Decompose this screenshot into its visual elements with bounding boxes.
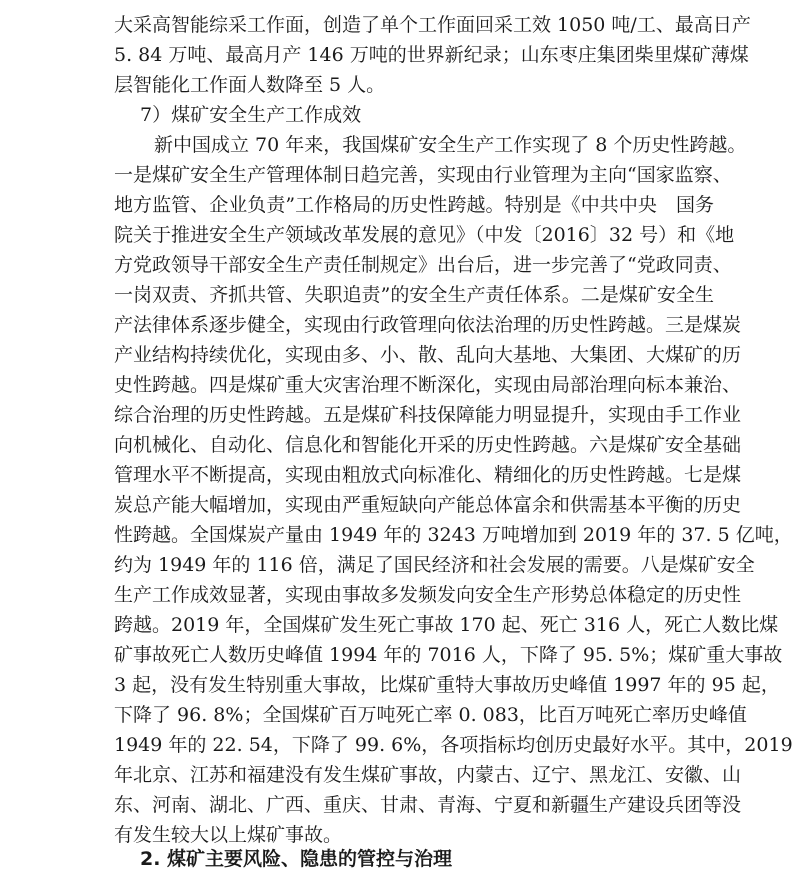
paragraph-line: 方党政领导干部安全生产责任制规定》出台后，进一步完善了“党政同责、 (114, 254, 732, 276)
paragraph-line: 跨越。2019 年，全国煤矿发生死亡事故 170 起、死亡 316 人，死亡人数比煤 (114, 614, 779, 636)
paragraph-line: 向机械化、自动化、信息化和智能化开采的历史性跨越。六是煤矿安全基础 (114, 434, 742, 456)
paragraph-line: 年北京、江苏和福建没有发生煤矿事故，内蒙古、辽宁、黑龙江、安徽、山 (114, 764, 742, 786)
paragraph-line: 东、河南、湖北、广西、重庆、甘肃、青海、宁夏和新疆生产建设兵团等没 (114, 794, 742, 816)
paragraph-line: 1949 年的 22. 54，下降了 99. 6%，各项指标均创历史最好水平。其中，2019 (114, 734, 793, 756)
paragraph-line: 管理水平不断提高，实现由粗放式向标准化、精细化的历史性跨越。七是煤 (114, 464, 742, 486)
paragraph-line: 下降了 96. 8%；全国煤矿百万吨死亡率 0. 083，比百万吨死亡率历史峰值 (114, 704, 747, 726)
paragraph-line: 综合治理的历史性跨越。五是煤矿科技保障能力明显提升，实现由手工作业 (114, 404, 742, 426)
paragraph-line: 性跨越。全国煤炭产量由 1949 年的 3243 万吨增加到 2019 年的 37. 5 亿吨， (114, 524, 793, 546)
paragraph-line: 地方监管、企业负责”工作格局的历史性跨越。特别是《中共中央 国务 (114, 194, 714, 216)
paragraph-line: 生产工作成效显著，实现由事故多发频发向安全生产形势总体稳定的历史性 (114, 584, 742, 606)
paragraph-line: 层智能化工作面人数降至 5 人。 (114, 74, 386, 96)
paragraph-line: 大采高智能综采工作面，创造了单个工作面回采工效 1050 吨/工、最高日产 (114, 14, 751, 36)
paragraph-line: 产法律体系逐步健全，实现由行政管理向依法治理的历史性跨越。三是煤炭 (114, 314, 742, 336)
subsection-heading: 2. 煤矿主要风险、隐患的管控与治理 (140, 848, 453, 870)
paragraph-line: 史性跨越。四是煤矿重大灾害治理不断深化，实现由局部治理向标本兼治、 (114, 374, 742, 396)
paragraph-line: 一岗双责、齐抓共管、失职追责”的安全生产责任体系。二是煤矿安全生 (114, 284, 714, 306)
paragraph-line: 炭总产能大幅增加，实现由严重短缺向产能总体富余和供需基本平衡的历史 (114, 494, 742, 516)
paragraph-line: 一是煤矿安全生产管理体制日趋完善，实现由行业管理为主向“国家监察、 (114, 164, 732, 186)
paragraph-line: 3 起，没有发生特别重大事故，比煤矿重特大事故历史峰值 1997 年的 95 起， (114, 674, 780, 696)
paragraph-line: 5. 84 万吨、最高月产 146 万吨的世界新纪录；山东枣庄集团柴里煤矿薄煤 (114, 44, 749, 66)
paragraph-line: 新中国成立 70 年来，我国煤矿安全生产工作实现了 8 个历史性跨越。 (154, 134, 747, 156)
paragraph-line: 有发生较大以上煤矿事故。 (114, 824, 343, 846)
section-heading: 7）煤矿安全生产工作成效 (140, 104, 362, 126)
paragraph-line: 产业结构持续优化，实现由多、小、散、乱向大基地、大集团、大煤矿的历 (114, 344, 742, 366)
paragraph-line: 约为 1949 年的 116 倍，满足了国民经济和社会发展的需要。八是煤矿安全 (114, 554, 755, 576)
paragraph-line: 矿事故死亡人数历史峰值 1994 年的 7016 人，下降了 95. 5%；煤矿重大事故 (114, 644, 783, 666)
paragraph-line: 院关于推进安全生产领域改革发展的意见》（中发〔2016〕32 号）和《地 (114, 224, 735, 246)
